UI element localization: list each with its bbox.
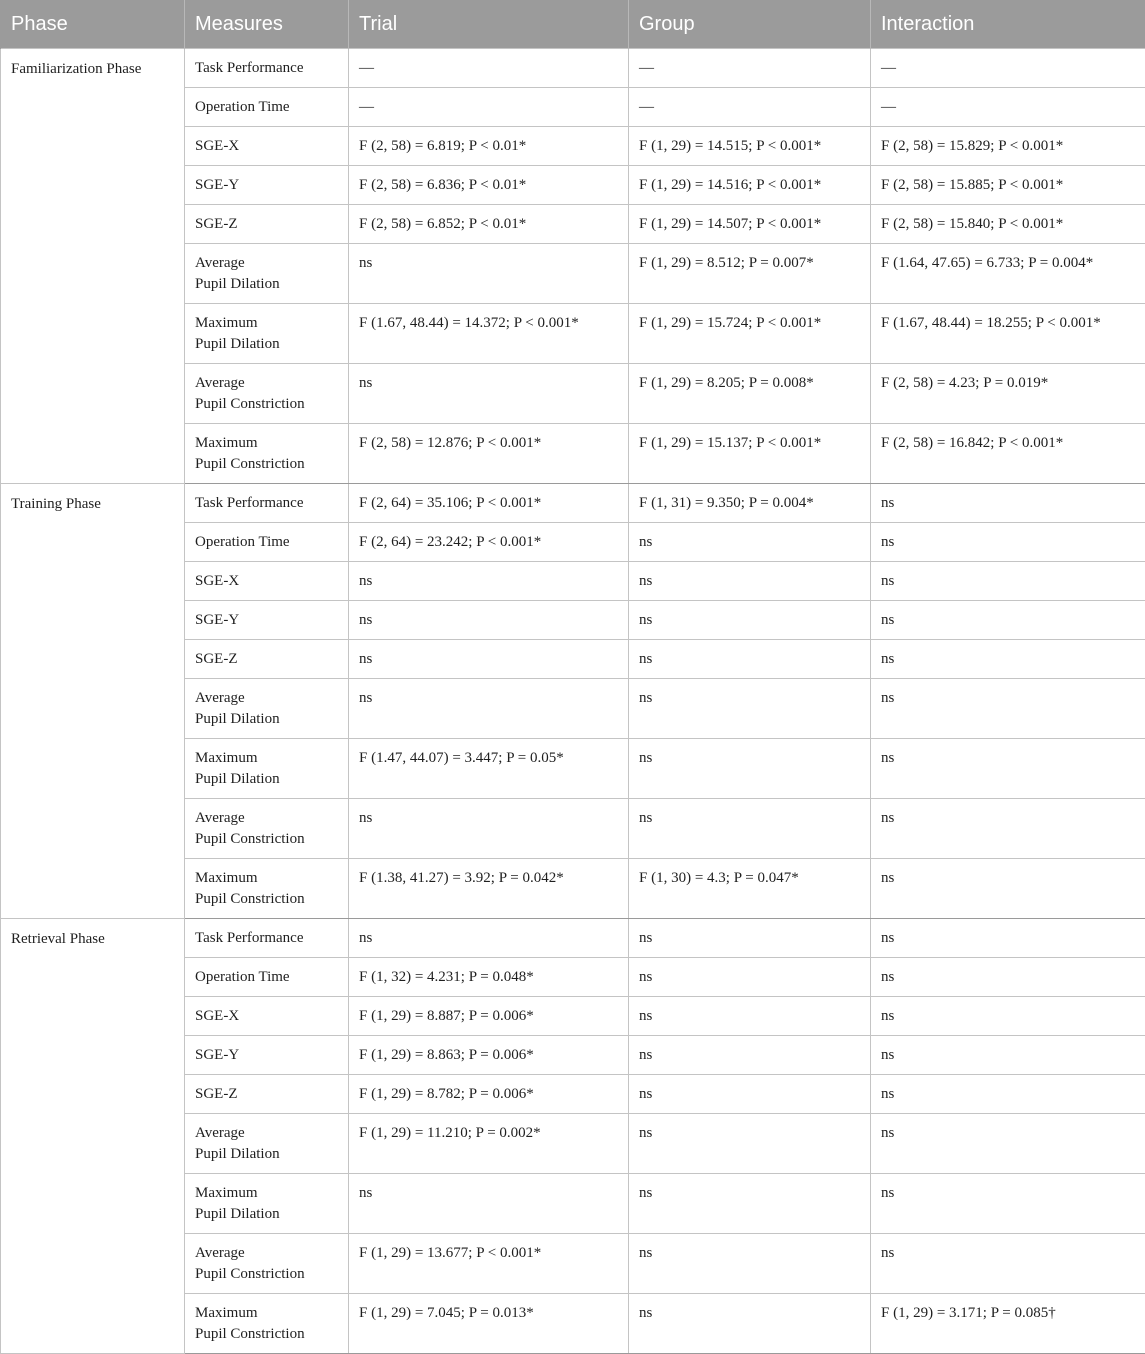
- measure-cell: [185, 799, 349, 859]
- measure-label-line2: Pupil Constriction: [195, 1266, 305, 1282]
- measure-cell: [185, 997, 349, 1036]
- measure-label-line2: Pupil Dilation: [195, 1146, 280, 1162]
- interaction-cell: ns: [871, 1075, 1145, 1114]
- measure-label: SGE-Y: [195, 1047, 239, 1063]
- group-cell: ns: [629, 679, 871, 739]
- table-body: [1, 49, 1145, 1354]
- group-cell: ns: [629, 1174, 871, 1234]
- measure-label: SGE-Z: [195, 216, 238, 232]
- trial-cell: —: [349, 88, 629, 127]
- measure-label: Maximum: [195, 1305, 258, 1321]
- interaction-cell: F (2, 58) = 4.23; P = 0.019*: [871, 364, 1145, 424]
- measure-cell: [185, 523, 349, 562]
- interaction-cell: ns: [871, 523, 1145, 562]
- measure-label: Average: [195, 690, 245, 706]
- group-cell: —: [629, 49, 871, 88]
- group-cell: F (1, 30) = 4.3; P = 0.047*: [629, 859, 871, 919]
- interaction-cell: F (1.67, 48.44) = 18.255; P < 0.001*: [871, 304, 1145, 364]
- header-phase: Phase: [1, 0, 185, 49]
- interaction-cell: ns: [871, 997, 1145, 1036]
- group-cell: ns: [629, 640, 871, 679]
- phase-cell: Familiarization Phase: [1, 49, 185, 484]
- group-cell: F (1, 31) = 9.350; P = 0.004*: [629, 484, 871, 523]
- group-cell: F (1, 29) = 8.205; P = 0.008*: [629, 364, 871, 424]
- measure-cell: [185, 739, 349, 799]
- trial-cell: ns: [349, 1174, 629, 1234]
- measure-cell: [185, 166, 349, 205]
- measure-label: Operation Time: [195, 969, 290, 985]
- measure-cell: [185, 304, 349, 364]
- group-cell: ns: [629, 601, 871, 640]
- group-cell: F (1, 29) = 14.515; P < 0.001*: [629, 127, 871, 166]
- measure-label: Maximum: [195, 315, 258, 331]
- table-row: [1, 49, 1145, 88]
- interaction-cell: ns: [871, 601, 1145, 640]
- trial-cell: ns: [349, 679, 629, 739]
- measure-label-line2: Pupil Dilation: [195, 711, 280, 727]
- measure-cell: [185, 1075, 349, 1114]
- group-cell: ns: [629, 1075, 871, 1114]
- interaction-cell: F (2, 58) = 16.842; P < 0.001*: [871, 424, 1145, 484]
- interaction-cell: ns: [871, 799, 1145, 859]
- measure-label: SGE-Y: [195, 177, 239, 193]
- phase-cell: Training Phase: [1, 484, 185, 919]
- interaction-cell: ns: [871, 1174, 1145, 1234]
- interaction-cell: —: [871, 49, 1145, 88]
- trial-cell: F (1, 29) = 7.045; P = 0.013*: [349, 1294, 629, 1354]
- measure-cell: [185, 244, 349, 304]
- interaction-cell: ns: [871, 919, 1145, 958]
- measure-cell: [185, 958, 349, 997]
- group-cell: ns: [629, 1114, 871, 1174]
- interaction-cell: ns: [871, 640, 1145, 679]
- interaction-cell: ns: [871, 958, 1145, 997]
- measure-label-line2: Pupil Constriction: [195, 396, 305, 412]
- measure-cell: [185, 1174, 349, 1234]
- group-cell: F (1, 29) = 15.724; P < 0.001*: [629, 304, 871, 364]
- group-cell: F (1, 29) = 14.516; P < 0.001*: [629, 166, 871, 205]
- trial-cell: ns: [349, 364, 629, 424]
- measure-label: Task Performance: [195, 495, 304, 511]
- measure-label: Maximum: [195, 435, 258, 451]
- trial-cell: ns: [349, 601, 629, 640]
- trial-cell: F (1, 29) = 8.863; P = 0.006*: [349, 1036, 629, 1075]
- interaction-cell: ns: [871, 679, 1145, 739]
- measure-label: Average: [195, 255, 245, 271]
- trial-cell: ns: [349, 919, 629, 958]
- trial-cell: F (1, 29) = 13.677; P < 0.001*: [349, 1234, 629, 1294]
- measure-cell: [185, 88, 349, 127]
- group-cell: ns: [629, 523, 871, 562]
- measure-cell: [185, 601, 349, 640]
- group-cell: —: [629, 88, 871, 127]
- group-cell: ns: [629, 1294, 871, 1354]
- trial-cell: ns: [349, 799, 629, 859]
- group-cell: F (1, 29) = 8.512; P = 0.007*: [629, 244, 871, 304]
- interaction-cell: ns: [871, 1114, 1145, 1174]
- measure-label: SGE-X: [195, 138, 239, 154]
- trial-cell: F (2, 58) = 6.852; P < 0.01*: [349, 205, 629, 244]
- measure-cell: [185, 364, 349, 424]
- trial-cell: F (2, 64) = 23.242; P < 0.001*: [349, 523, 629, 562]
- trial-cell: F (2, 58) = 12.876; P < 0.001*: [349, 424, 629, 484]
- interaction-cell: F (2, 58) = 15.840; P < 0.001*: [871, 205, 1145, 244]
- trial-cell: F (1, 29) = 11.210; P = 0.002*: [349, 1114, 629, 1174]
- header-measures: Measures: [185, 0, 349, 49]
- measure-label: SGE-X: [195, 573, 239, 589]
- measure-label-line2: Pupil Constriction: [195, 1326, 305, 1342]
- trial-cell: F (2, 58) = 6.836; P < 0.01*: [349, 166, 629, 205]
- interaction-cell: ns: [871, 1036, 1145, 1075]
- measure-cell: [185, 1294, 349, 1354]
- measure-cell: [185, 859, 349, 919]
- trial-cell: F (1.38, 41.27) = 3.92; P = 0.042*: [349, 859, 629, 919]
- group-cell: ns: [629, 799, 871, 859]
- measure-label: SGE-X: [195, 1008, 239, 1024]
- measure-label-line2: Pupil Dilation: [195, 336, 280, 352]
- group-cell: ns: [629, 1036, 871, 1075]
- measure-label: Operation Time: [195, 99, 290, 115]
- measure-label-line2: Pupil Constriction: [195, 831, 305, 847]
- measure-label: Average: [195, 810, 245, 826]
- trial-cell: F (2, 58) = 6.819; P < 0.01*: [349, 127, 629, 166]
- measure-cell: [185, 1036, 349, 1075]
- measure-cell: [185, 919, 349, 958]
- header-interaction: Interaction: [871, 0, 1145, 49]
- measure-label: Task Performance: [195, 60, 304, 76]
- interaction-cell: ns: [871, 739, 1145, 799]
- interaction-cell: F (2, 58) = 15.885; P < 0.001*: [871, 166, 1145, 205]
- interaction-cell: F (2, 58) = 15.829; P < 0.001*: [871, 127, 1145, 166]
- interaction-cell: ns: [871, 859, 1145, 919]
- table-row: [1, 484, 1145, 523]
- trial-cell: F (1.67, 48.44) = 14.372; P < 0.001*: [349, 304, 629, 364]
- group-cell: F (1, 29) = 14.507; P < 0.001*: [629, 205, 871, 244]
- measure-cell: [185, 205, 349, 244]
- interaction-cell: ns: [871, 562, 1145, 601]
- trial-cell: —: [349, 49, 629, 88]
- interaction-cell: ns: [871, 1234, 1145, 1294]
- interaction-cell: —: [871, 88, 1145, 127]
- interaction-cell: ns: [871, 484, 1145, 523]
- measure-label: Average: [195, 1125, 245, 1141]
- trial-cell: ns: [349, 562, 629, 601]
- trial-cell: ns: [349, 244, 629, 304]
- measure-label: Maximum: [195, 870, 258, 886]
- header-group: Group: [629, 0, 871, 49]
- measure-label-line2: Pupil Dilation: [195, 771, 280, 787]
- measure-cell: [185, 49, 349, 88]
- group-cell: ns: [629, 1234, 871, 1294]
- phase-cell: Retrieval Phase: [1, 919, 185, 1354]
- measure-label: SGE-Z: [195, 1086, 238, 1102]
- group-cell: ns: [629, 919, 871, 958]
- measure-label: SGE-Y: [195, 612, 239, 628]
- measure-cell: [185, 127, 349, 166]
- header-row: [1, 0, 1145, 49]
- interaction-cell: F (1, 29) = 3.171; P = 0.085†: [871, 1294, 1145, 1354]
- measure-label-line2: Pupil Dilation: [195, 1206, 280, 1222]
- trial-cell: F (1.47, 44.07) = 3.447; P = 0.05*: [349, 739, 629, 799]
- trial-cell: F (2, 64) = 35.106; P < 0.001*: [349, 484, 629, 523]
- measure-label-line2: Pupil Constriction: [195, 891, 305, 907]
- measure-label: Average: [195, 375, 245, 391]
- group-cell: F (1, 29) = 15.137; P < 0.001*: [629, 424, 871, 484]
- measure-label: Maximum: [195, 750, 258, 766]
- trial-cell: ns: [349, 640, 629, 679]
- measure-label: Task Performance: [195, 930, 304, 946]
- measure-label: Operation Time: [195, 534, 290, 550]
- trial-cell: F (1, 29) = 8.887; P = 0.006*: [349, 997, 629, 1036]
- measure-label-line2: Pupil Dilation: [195, 276, 280, 292]
- measure-label: SGE-Z: [195, 651, 238, 667]
- interaction-cell: F (1.64, 47.65) = 6.733; P = 0.004*: [871, 244, 1145, 304]
- measure-cell: [185, 424, 349, 484]
- trial-cell: F (1, 32) = 4.231; P = 0.048*: [349, 958, 629, 997]
- group-cell: ns: [629, 958, 871, 997]
- table-row: [1, 919, 1145, 958]
- group-cell: ns: [629, 997, 871, 1036]
- header-trial: Trial: [349, 0, 629, 49]
- measure-cell: [185, 484, 349, 523]
- group-cell: ns: [629, 739, 871, 799]
- measure-cell: [185, 562, 349, 601]
- trial-cell: F (1, 29) = 8.782; P = 0.006*: [349, 1075, 629, 1114]
- group-cell: ns: [629, 562, 871, 601]
- measure-cell: [185, 640, 349, 679]
- measure-cell: [185, 1114, 349, 1174]
- measure-label-line2: Pupil Constriction: [195, 456, 305, 472]
- measure-cell: [185, 1234, 349, 1294]
- measure-cell: [185, 679, 349, 739]
- measure-label: Maximum: [195, 1185, 258, 1201]
- measure-label: Average: [195, 1245, 245, 1261]
